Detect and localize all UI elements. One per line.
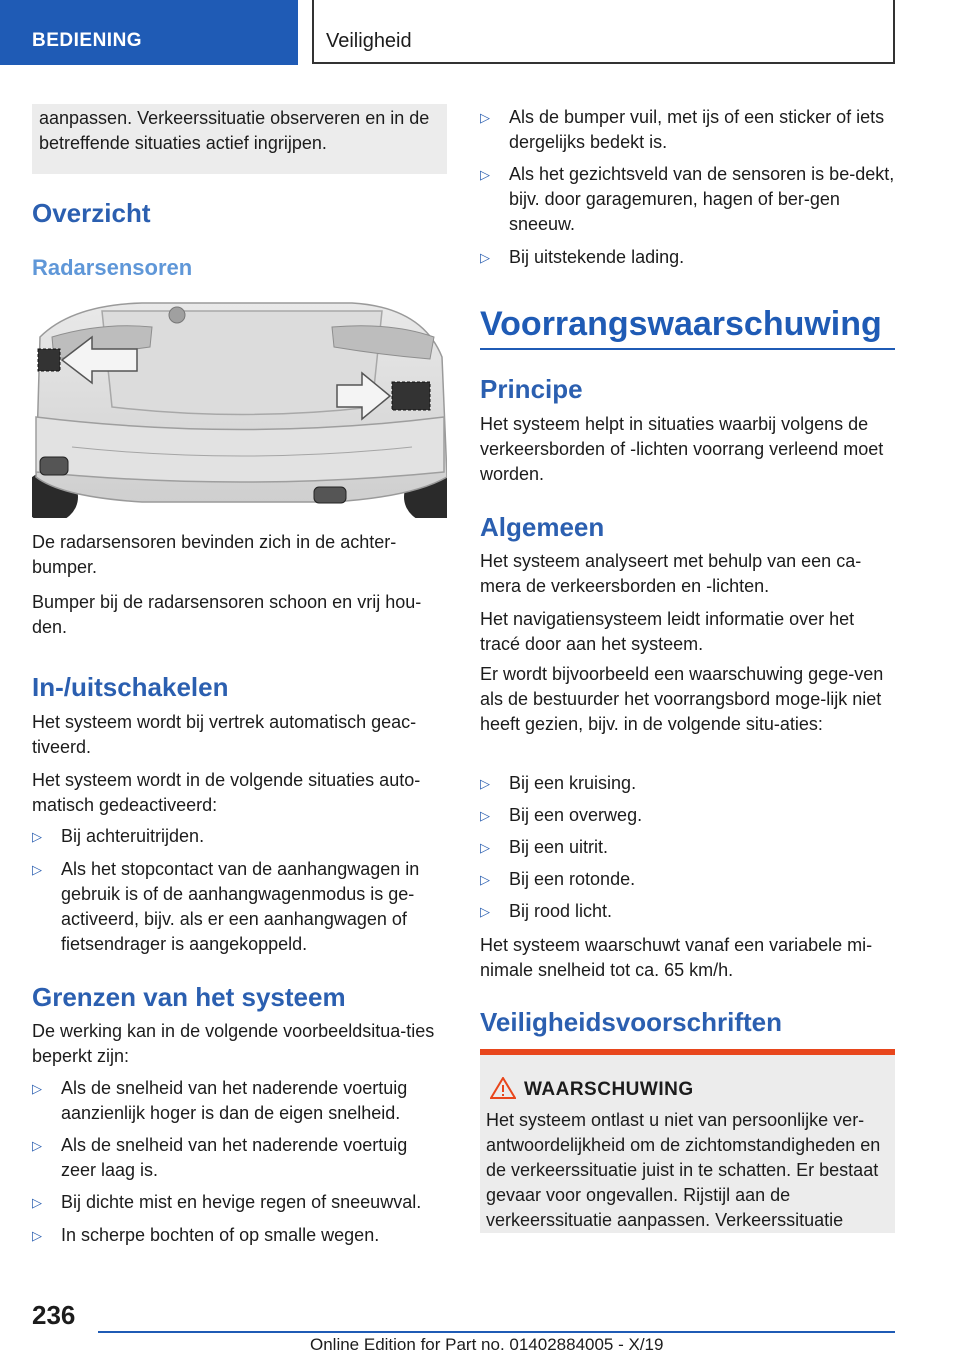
bullet-triangle-icon: ▷ bbox=[480, 250, 490, 265]
principe-paragraph: Het systeem helpt in situaties waarbij volgens de verkeersborden of -lichten voorrang verleend moet worden. bbox=[480, 414, 884, 484]
list-item: ▷ Bij een overweg. bbox=[480, 803, 895, 828]
bullet-triangle-icon: ▷ bbox=[32, 1081, 42, 1096]
list-item: ▷ Bij een uitrit. bbox=[480, 835, 895, 860]
bullet-triangle-icon: ▷ bbox=[32, 829, 42, 844]
warning-title: WAARSCHUWING bbox=[524, 1079, 694, 1100]
list-item: ▷ Bij achteruitrijden. bbox=[32, 824, 447, 849]
bullet-triangle-icon: ▷ bbox=[480, 904, 490, 919]
bullet-triangle-icon: ▷ bbox=[480, 167, 490, 182]
chapter-tab bbox=[0, 0, 298, 65]
heading-principe: Principe bbox=[480, 374, 583, 404]
radar-sensor-illustration bbox=[32, 297, 447, 518]
list-item: ▷ Als het gezichtsveld van de sensoren is be-dekt, bijv. door garagemuren, hagen of ber-gen sneeuw. bbox=[480, 164, 895, 234]
bullet-triangle-icon: ▷ bbox=[32, 1195, 42, 1210]
carryover-box: aanpassen. Verkeerssituatie observeren en in de betreffende situaties actief ingrijpen. bbox=[32, 104, 447, 174]
bullet-triangle-icon: ▷ bbox=[480, 840, 490, 855]
chapter-label: BEDIENING bbox=[32, 30, 143, 51]
list-item: ▷ Als de snelheid van het naderende voertuig zeer laag is. bbox=[32, 1135, 408, 1180]
list-item: ▷ Bij een kruising. bbox=[480, 771, 895, 796]
heading-algemeen: Algemeen bbox=[480, 512, 605, 542]
heading-overzicht: Overzicht bbox=[32, 198, 151, 228]
list-item: ▷ Bij een rotonde. bbox=[480, 867, 895, 892]
heading-radarsensoren: Radarsensoren bbox=[32, 255, 193, 280]
list-item: ▷ Als het stopcontact van de aanhangwagen in gebruik is of de aanhangwagenmodus is ge-activeerd, bijv. als er een aanhangwagen of fietsendrager is aangekoppeld. bbox=[32, 859, 420, 954]
list-item: ▷ In scherpe bochten of op smalle wegen. bbox=[32, 1223, 447, 1248]
grenzen-paragraph: De werking kan in de volgende voorbeeldsitua-ties beperkt zijn: bbox=[32, 1021, 435, 1066]
footer-edition: Online Edition for Part no. 01402884005 - X/19 bbox=[310, 1335, 664, 1354]
radar-paragraph-2: Bumper bij de radarsensoren schoon en vrij hou-den. bbox=[32, 592, 422, 637]
algemeen-paragraph-2: Het navigatiensysteem leidt informatie over het tracé door aan het systeem. bbox=[480, 609, 855, 654]
warning-triangle-icon bbox=[490, 1077, 516, 1104]
inuit-paragraph-1: Het systeem wordt bij vertrek automatisch geac-tiveerd. bbox=[32, 712, 417, 757]
algemeen-paragraph-1: Het systeem analyseert met behulp van een ca-mera de verkeersborden en -lichten. bbox=[480, 551, 862, 596]
section-label: Veiligheid bbox=[326, 30, 412, 52]
bullet-triangle-icon: ▷ bbox=[480, 808, 490, 823]
bullet-triangle-icon: ▷ bbox=[480, 776, 490, 791]
heading-veiligheidsvoorschriften: Veiligheidsvoorschriften bbox=[480, 1007, 782, 1037]
algemeen-paragraph-3: Er wordt bijvoorbeeld een waarschuwing gege-ven als de bestuurder het voorrangsbord moge-lijk niet heeft gezien, bijv. in de volgende situ-aties: bbox=[480, 664, 884, 734]
warning-body: Het systeem ontlast u niet van persoonlijke ver-antwoordelijkheid om de zichtomstandigheden en de verkeerssituatie juist in te schatten. Er bestaat gevaar voor ongevallen. Rijstijl aan de verkeerssituatie aanpassen. Verkeerssituatie bbox=[486, 1110, 881, 1230]
heading-in-uitschakelen: In-/uitschakelen bbox=[32, 672, 229, 702]
list-item: ▷ Bij dichte mist en hevige regen of sneeuwval. bbox=[32, 1190, 447, 1215]
page-number: 236 bbox=[32, 1300, 76, 1330]
bullet-triangle-icon: ▷ bbox=[32, 1228, 42, 1243]
bullet-triangle-icon: ▷ bbox=[32, 862, 42, 877]
list-item: ▷ Bij uitstekende lading. bbox=[480, 245, 895, 270]
warning-box bbox=[480, 1049, 895, 1233]
inuit-paragraph-2: Het systeem wordt in de volgende situaties auto-matisch gedeactiveerd: bbox=[32, 770, 421, 815]
heading-rule bbox=[480, 348, 895, 350]
radar-paragraph-1: De radarsensoren bevinden zich in de achter-bumper. bbox=[32, 532, 397, 577]
heading-voorrangswaarschuwing: Voorrangswaarschuwing bbox=[480, 305, 882, 343]
list-item: ▷ Bij rood licht. bbox=[480, 899, 895, 924]
algemeen-paragraph-4: Het systeem waarschuwt vanaf een variabele mi-nimale snelheid tot ca. 65 km/h. bbox=[480, 935, 873, 980]
list-item: ▷ Als de snelheid van het naderende voertuig aanzienlijk hoger is dan de eigen snelheid. bbox=[32, 1078, 408, 1123]
section-header bbox=[312, 0, 895, 64]
list-item: ▷ Als de bumper vuil, met ijs of een sticker of iets dergelijks bedekt is. bbox=[480, 107, 885, 152]
footer-rule bbox=[98, 1331, 895, 1333]
bullet-triangle-icon: ▷ bbox=[480, 110, 490, 125]
heading-grenzen: Grenzen van het systeem bbox=[32, 982, 346, 1012]
bullet-triangle-icon: ▷ bbox=[32, 1138, 42, 1153]
bullet-triangle-icon: ▷ bbox=[480, 872, 490, 887]
